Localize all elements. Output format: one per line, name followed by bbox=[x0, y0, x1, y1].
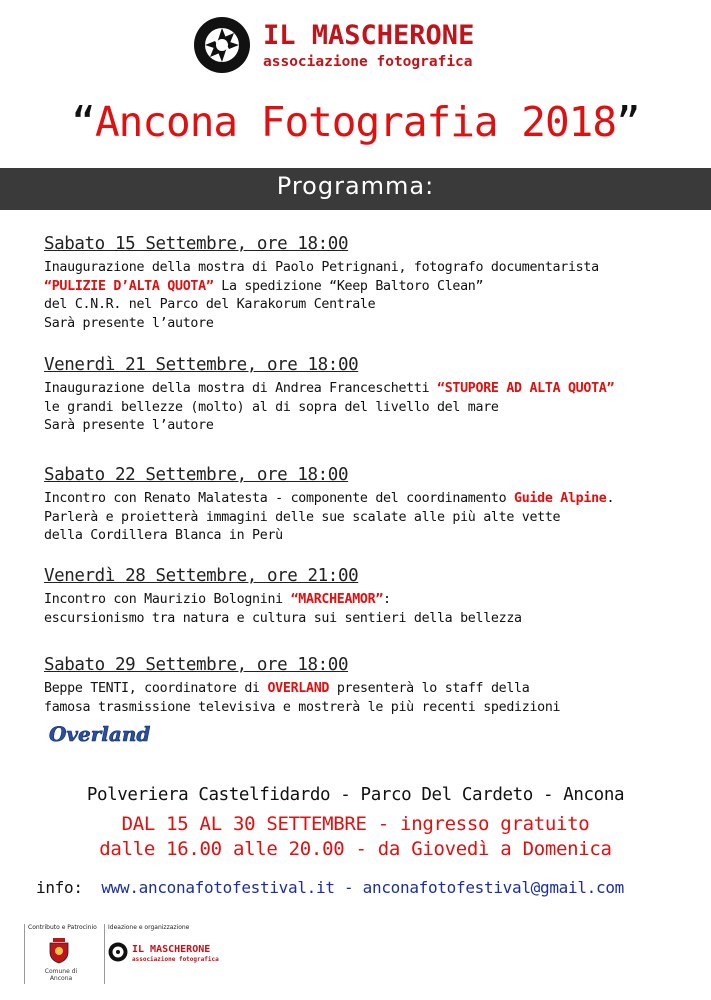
event-date: Venerdì 21 Settembre, ore 18:00 bbox=[44, 355, 359, 375]
event-line bbox=[44, 699, 684, 718]
event-text: le grandi bellezze (molto) al di sopra del livello del mare bbox=[44, 399, 499, 415]
event-line bbox=[44, 315, 684, 334]
event-text: : bbox=[383, 592, 391, 607]
event-line bbox=[44, 278, 684, 297]
event-line bbox=[44, 591, 684, 610]
event-line bbox=[44, 296, 684, 315]
event-text: Sarà presente l’autore bbox=[44, 315, 214, 331]
footer-divider bbox=[24, 924, 25, 984]
event-text: escursionismo tra natura e cultura sui sentieri della bellezza bbox=[44, 610, 522, 626]
event-text: Inaugurazione della mostra di Andrea Franceschetti bbox=[44, 381, 437, 396]
event-highlight: OVERLAND bbox=[267, 681, 330, 696]
event-line bbox=[44, 380, 684, 399]
event-text: . bbox=[606, 491, 615, 506]
event-text: La spedizione “Keep Baltoro Clean” bbox=[213, 278, 484, 294]
event-text: Incontro con Renato Malatesta - componente del coordinamento bbox=[44, 491, 515, 506]
camera-aperture-icon bbox=[108, 942, 128, 962]
event-text: Parlerà e proietterà immagini delle sue scalate alle più alte vette bbox=[44, 509, 561, 525]
event-text: presenterà lo staff della bbox=[329, 681, 530, 696]
program-label: Programma: bbox=[276, 172, 435, 200]
program-banner bbox=[0, 168, 711, 210]
event-item bbox=[44, 655, 684, 717]
overland-logo-text: Overland bbox=[49, 722, 151, 746]
organizer-logo bbox=[108, 942, 268, 966]
brand-name: IL MASCHERONE bbox=[263, 20, 475, 51]
event-highlight: “STUPORE AD ALTA QUOTA” bbox=[436, 381, 615, 396]
event-title bbox=[0, 98, 711, 146]
close-quote: ” bbox=[616, 98, 640, 146]
event-text: della Cordillera Blanca in Perù bbox=[44, 528, 283, 543]
website-link[interactable]: www.anconafotofestival.it bbox=[101, 878, 335, 897]
event-text: Sarà presente l’autore bbox=[44, 418, 214, 433]
event-date: Sabato 15 Settembre, ore 18:00 bbox=[44, 234, 349, 254]
footer-divider bbox=[104, 924, 105, 984]
event-line bbox=[44, 417, 684, 436]
event-line bbox=[44, 509, 684, 528]
ancona-crest-icon bbox=[48, 938, 70, 964]
dates-line-1: DAL 15 AL 30 SETTEMBRE - ingresso gratuito bbox=[121, 813, 590, 835]
footer-sponsors bbox=[24, 922, 284, 992]
event-highlight: Guide Alpine bbox=[514, 491, 607, 506]
info-separator: - bbox=[334, 878, 363, 897]
event-text: famosa trasmissione televisiva e mostrerà le più recenti spedizioni bbox=[44, 699, 561, 715]
event-item bbox=[44, 234, 684, 333]
info-label: info: bbox=[36, 878, 83, 897]
crest-text-line: Comune di bbox=[44, 968, 78, 975]
event-line bbox=[44, 259, 684, 278]
event-date: Sabato 22 Settembre, ore 18:00 bbox=[44, 465, 349, 485]
email-link[interactable]: anconafotofestival@gmail.com bbox=[362, 878, 624, 897]
organizer-subtitle: associazione fotografica bbox=[132, 956, 219, 963]
event-item bbox=[44, 566, 684, 628]
event-line bbox=[44, 490, 684, 509]
event-line bbox=[44, 680, 684, 699]
event-text: Inaugurazione della mostra di Paolo Petrignani, fotografo documentarista bbox=[44, 260, 599, 275]
overland-logo bbox=[48, 722, 156, 746]
event-title-text: Ancona Fotografia 2018 bbox=[94, 98, 617, 146]
event-text: del C.N.R. nel Parco del Karakorum Centrale bbox=[44, 297, 376, 312]
open-quote: “ bbox=[71, 98, 95, 146]
event-text: Incontro con Maurizio Bolognini bbox=[44, 592, 291, 607]
sponsor-label: Contributo e Patrocinio bbox=[28, 924, 97, 931]
crest-text bbox=[44, 968, 78, 982]
event-item bbox=[44, 465, 684, 546]
event-highlight: “PULIZIE D’ALTA QUOTA” bbox=[44, 278, 214, 294]
camera-aperture-icon bbox=[193, 16, 251, 74]
info-line bbox=[36, 878, 624, 897]
venue: Polveriera Castelfidardo - Parco Del Cardeto - Ancona bbox=[86, 785, 625, 805]
organizer-brand: IL MASCHERONE bbox=[132, 944, 211, 955]
event-highlight: “MARCHEAMOR” bbox=[290, 592, 384, 607]
event-date: Venerdì 28 Settembre, ore 21:00 bbox=[44, 566, 359, 586]
event-line bbox=[44, 399, 684, 418]
event-date: Sabato 29 Settembre, ore 18:00 bbox=[44, 655, 349, 675]
organizer-label: Ideazione e organizzazione bbox=[108, 924, 190, 931]
crest-text-line: Ancona bbox=[49, 975, 73, 982]
event-line bbox=[44, 610, 684, 629]
brand-subtitle: associazione fotografica bbox=[263, 54, 473, 70]
association-header bbox=[193, 16, 533, 76]
event-line bbox=[44, 527, 684, 546]
dates-line-2: dalle 16.00 alle 20.00 - da Giovedì a Domenica bbox=[99, 838, 612, 860]
event-item bbox=[44, 355, 684, 436]
event-text: Beppe TENTI, coordinatore di bbox=[44, 681, 268, 696]
